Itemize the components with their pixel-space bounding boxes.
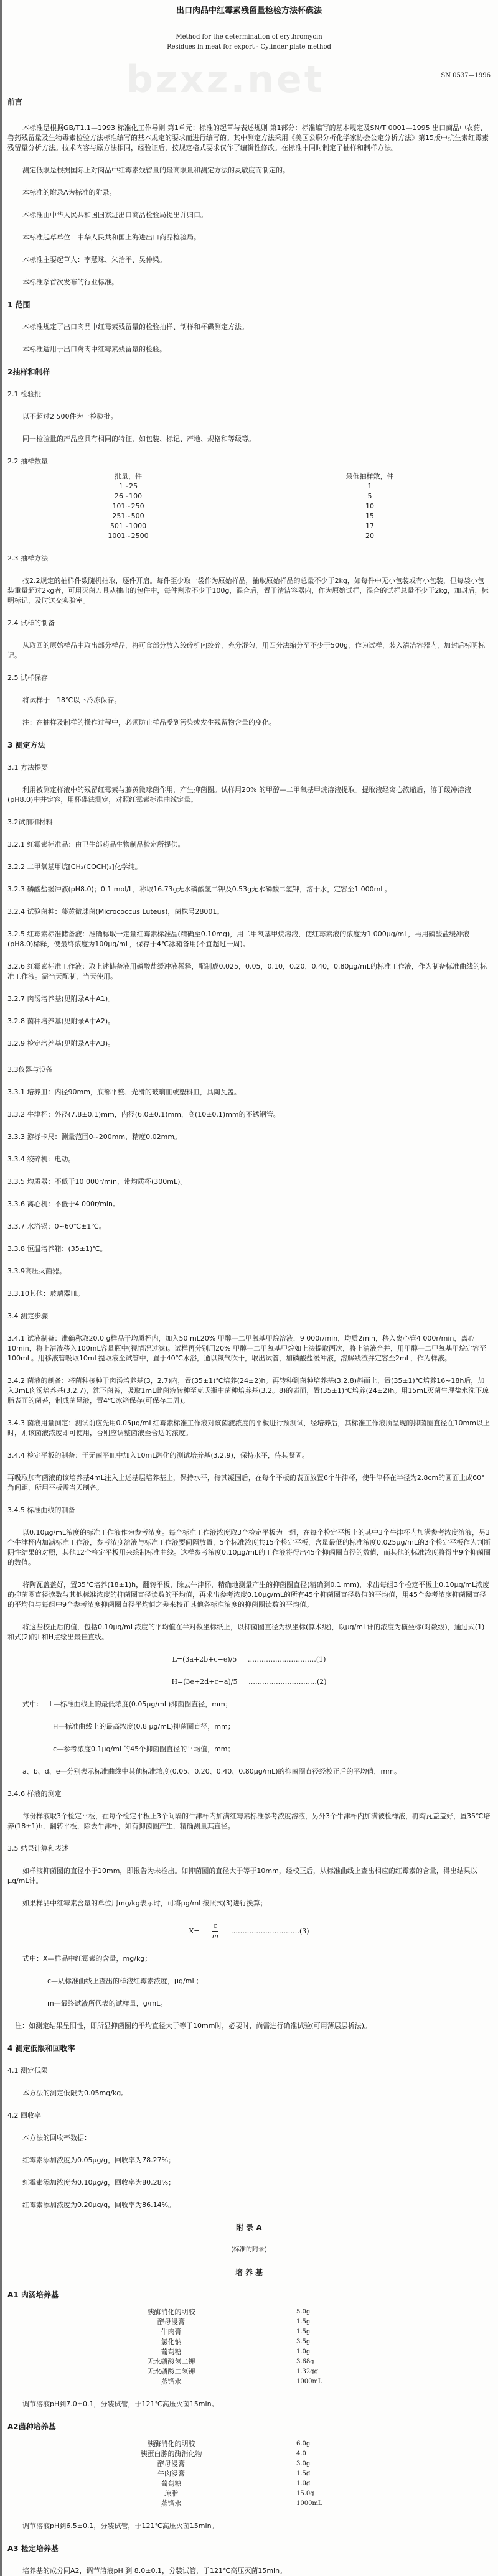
table-cell: 20 xyxy=(365,532,374,540)
table-row xyxy=(7,491,491,501)
english-title-line-1: Method for the determination of erythromycin xyxy=(176,34,322,40)
equipment-item: 3.3.10其他：玻璃器皿。 xyxy=(7,1290,84,1298)
formula-2-expression: H=(3e+2d+c−a)/5 xyxy=(171,1678,238,1686)
reagent-item: 3.2.5 红霉素标准储备液：准确称取一定量红霉素标准品(精确至0.10mg)，用二甲氧基甲烷溶液，使红霉素液的浓度为1 000μg/mL，再用磷酸盐缓冲液(pH8.0)稀释，使最终浓度为100μg/mL，保存于4℃冰箱备用(不宜超过一周)。 xyxy=(7,930,470,948)
table-row xyxy=(7,481,491,491)
amount: 3.0g xyxy=(296,2460,311,2467)
english-title xyxy=(7,32,491,52)
formula-legend xyxy=(7,1700,491,1709)
paragraph: 每份样液取3个检定平板，在每个检定平板上3个间隔的牛津杯内加满红霉素标准参考浓度溶液，另外3个牛津杯内加满被检样液，将陶瓦盖盖好，置35℃培养(18±1)h，翻转平板，除去牛津杯，如有抑菌圈产生，精确测量其直径。 xyxy=(7,1812,491,1830)
ingredient: 无水磷酸二氢钾 xyxy=(147,2368,195,2376)
equipment-item: 3.3.7 水浴锅：0~60℃±1℃。 xyxy=(7,1222,106,1230)
a1-recipe-table xyxy=(7,2307,491,2387)
paragraph: 如果样品中红霉素含量的单位用mg/kg表示时，可将μg/mL按照式(3)进行换算； xyxy=(22,1899,267,1907)
subsection-3-3-heading: 3.3仪器与设备 xyxy=(7,1066,53,1074)
foreword-heading: 前言 xyxy=(7,98,23,106)
formula-1-number: …………………………(1) xyxy=(247,1655,326,1663)
legend-m: m—最终试液所代表的试样量，g/mL。 xyxy=(47,1999,167,2007)
section-1-paragraph: 本标准规定了出口肉品中红霉素残留量的检验抽样、制样和杯碟测定方法。 xyxy=(22,323,248,331)
equipment-item: 3.3.3 游标卡尺：测量范围0~200mm，精度0.02mm。 xyxy=(7,1133,182,1141)
paragraph: 利用被测定样液中的残留红霉素与藤黄微球菌作用，产生抑菌圈。试样用20% 的甲醇—二甲氧基甲烷溶液提取。提取液经离心浓缩后，溶于缓冲溶液(pH8.0)中并定容，用杯碟法测定，对照红霉素标准曲线定量。 xyxy=(7,786,471,804)
appendix-a1-heading: A1 肉汤培养基 xyxy=(7,2290,59,2299)
table-row xyxy=(7,2499,491,2509)
table-row xyxy=(7,2357,491,2367)
paragraph: 从取回的原始样品中取出部分样品，将可食部分放入绞碎机内绞碎，充分混匀，用四分法缩分至不少于500g，作为试样，装入清洁容器内，加封后标明标记。 xyxy=(7,641,485,659)
ingredient: 蒸馏水 xyxy=(161,2499,182,2508)
foreword-paragraph: 本标准起草单位：中华人民共和国上海进出口商品检验局。 xyxy=(22,233,200,241)
paragraph: 将试样于－18℃以下冷冻保存。 xyxy=(22,696,121,704)
amount: 1.0g xyxy=(296,2480,311,2487)
a2-note: 调节溶液pH到6.5±0.1，分装试管，于121℃高压灭菌15min。 xyxy=(22,2522,218,2530)
ingredient: 酵母浸膏 xyxy=(157,2460,185,2468)
subsection-2-2-heading: 2.2 抽样数量 xyxy=(7,457,48,465)
a3-note: 培养基的成分同A2，调节溶液pH 到 8.0±0.1，分装试管，于121℃高压灭菌15min。 xyxy=(22,2567,287,2575)
paragraph: 按2.2规定的抽样件数随机抽取，逐件开启。每件至少取一袋作为原始样品，抽取原始样品的总量不少于2kg，如每件中无小包装或有小包装，但每袋小包装重量超过2kg者，可用灭菌刀具从抽出的包件中，每件割取不少于100g，混合后，置于清洁容器内，作为原始试样，混合的试样总量不少于2kg，加封后，标明标记，及时送交实验室。 xyxy=(7,577,489,605)
table-row xyxy=(7,521,491,531)
paragraph: 同一检验批的产品应具有相同的特征，如包装、标记、产地、规格和等级等。 xyxy=(22,435,255,443)
table-row xyxy=(7,2439,491,2449)
legend-c: c—参考浓度0.1μg/mL的45个抑菌圈直径的平均值，mm； xyxy=(53,1745,235,1753)
a2-recipe-table xyxy=(7,2439,491,2509)
ingredient: 琼脂 xyxy=(164,2490,178,2498)
document-title: 出口肉品中红霉素残留量检验方法杯碟法 xyxy=(176,6,322,16)
table-row xyxy=(7,2347,491,2357)
table-cell: 1~25 xyxy=(118,482,138,490)
ingredient: 胰蛋白胨的酶消化物 xyxy=(140,2450,202,2458)
amount: 15.0g xyxy=(296,2490,314,2497)
table-cell: 17 xyxy=(365,522,374,530)
formula-3 xyxy=(7,1921,491,1941)
table-row xyxy=(7,2367,491,2377)
ingredient: 葡萄糖 xyxy=(161,2480,182,2488)
equipment-item: 3.3.8 恒温培养箱：(35±1)℃。 xyxy=(7,1245,107,1253)
appendix-a2-heading: A2菌种培养基 xyxy=(7,2422,56,2431)
paragraph: 以0.10μg/mL浓度的标准工作液作为参考浓度。每个标准工作液浓度取3个检定平板为一组，在每个检定平板上的其中3个牛津杯内加满参考浓度溶液，另3个牛津杯内加满标准工作液，参考浓度溶液与标准工作液要间隔放置，5个标准浓度共15个检定平板，含量最低的标准浓度0.025μg/mL的3个检定平板作为判断阴性结果的对照，其他12个检定平板用来绘制标准曲线。这样参考浓度0.10μg/mL的工作液将得出45个抑菌圈直径的数值，而其他的标准浓度将得出9个抑菌圈的数值。 xyxy=(7,1528,491,1566)
english-title-line-2: Residues in meat for export - Cylinder plate method xyxy=(167,44,331,50)
subsection-3-4-heading: 3.4 测定步骤 xyxy=(7,1312,48,1320)
formula-3-number: …………………………(3) xyxy=(230,1927,309,1935)
section-3-heading: 3 测定方法 xyxy=(7,741,45,750)
table-row xyxy=(7,2469,491,2479)
reagent-item: 3.2.7 肉汤培养基(见附录A中A1)。 xyxy=(7,995,115,1003)
recovery-item: 红霉素添加浓度为0.10μg/g，回收率为80.28%； xyxy=(22,2178,176,2187)
amount: 5.0g xyxy=(296,2309,311,2315)
table-row xyxy=(7,2377,491,2387)
appendix-title: 附 录 A xyxy=(236,2223,262,2232)
table-row xyxy=(7,501,491,511)
subsection-2-1-heading: 2.1 检验批 xyxy=(7,390,41,398)
ingredient: 胰酶消化的明胶 xyxy=(147,2308,195,2316)
table-cell: 10 xyxy=(365,502,374,510)
table-row xyxy=(7,2337,491,2347)
paragraph: 3.4.1 试液制备：准确称取20.0 g样品于均质杯内，加入50 mL20% 甲醇—二甲氧基甲烷溶液，9 000r/min，均质2min，移入离心管4 000r/min，离心10min，将上清液移入100mL容量瓶中(视情况过滤)。试样再分别用20% 甲醇—二甲氧基甲烷如上法提取两次，将上清液合并，用甲醇—二甲氧基甲烷定容至100mL。用移液管吸取10mL提取液至试管中，置于40℃水浴，通以氮气吹干，取出试管，加磷酸盐缓冲液，溶解残渣并定容至2mL，作为样液。 xyxy=(7,1334,487,1362)
standard-number: SN 0537—1996 xyxy=(441,72,491,79)
equipment-item: 3.3.1 培养皿：内径90mm，底部平整、光滑的玻璃皿或塑料皿，具陶瓦盖。 xyxy=(7,1088,241,1096)
paragraph: 3.4.2 菌液的制备：将菌种接种于肉汤培养基(3，2.7)内，置(35±1)℃培养(24±2)h。再转种到菌种培养基(3.2.8)斜面上，置(35±1)℃培养16~18h后，加入3mL肉汤培养基(3.2.7)，洗下菌苔，吸取1mL此菌液转种至克氏瓶中菌种培养基(3.2。8)的表面，置(35±1)℃培养(24±2)h。用15mL灭菌生理盐水洗下琼脂表面的菌苔，制成菌悬液，置4℃冰箱保存(可保存二周)。 xyxy=(7,1377,489,1405)
equipment-item: 3.3.6 离心机：不低于4 000r/min。 xyxy=(7,1200,120,1208)
table-cell: 15 xyxy=(365,512,374,520)
ingredient: 氯化钠 xyxy=(161,2338,182,2346)
section-4-heading: 4 测定低限和回收率 xyxy=(7,2044,75,2053)
table-cell: 1 xyxy=(367,482,372,490)
table-header-row xyxy=(7,472,491,481)
formula-2 xyxy=(7,1677,491,1687)
amount: 1.5g xyxy=(296,2328,311,2335)
ingredient: 无水磷酸氢二钾 xyxy=(147,2358,195,2366)
foreword-paragraph: 本标准主要起草人：李慧珠、朱治平、吴仲梁。 xyxy=(22,256,166,264)
legend-c: c—从标准曲线上查出的样液红霉素浓度，μg/mL； xyxy=(47,1977,203,1985)
amount: 3.68g xyxy=(296,2358,314,2365)
legend-L: L—标准曲线上的最低浓度(0.05μg/mL)抑菌圈直径，mm； xyxy=(49,1700,232,1708)
subsection-2-5-heading: 2.5 试样保存 xyxy=(7,674,48,682)
legend-H: H—标准曲线上的最高浓度(0.8 μg/mL)抑菌圈直径，mm； xyxy=(53,1723,235,1731)
subsection-2-4-heading: 2.4 试样的制备 xyxy=(7,619,55,627)
equipment-item: 3.3.5 均质器：不低于10 000r/min，带均质杯(300mL)。 xyxy=(7,1178,187,1186)
legend-abde: a、b、d、e—分别表示标准曲线中其他标准浓度(0.05、0.20、0.40、0.80μg/mL)的抑菌圈直径经校正后的平均值，mm。 xyxy=(22,1767,401,1775)
table-row xyxy=(7,511,491,521)
subsection-3-2-heading: 3.2试剂和材料 xyxy=(7,818,53,826)
formula-3-fraction xyxy=(212,1921,218,1941)
foreword-paragraph: 本标准的附录A为标准的附录。 xyxy=(22,188,116,197)
paragraph: 将陶瓦盖盖好，置35℃培养(18±1)h，翻转平板，除去牛津杯，精确地测量产生的抑菌圈直径(精确到0.1 mm)，求出每组3个检定平板上0.10μg/mL浓度的抑菌圈直径读数与其他标准浓度的抑菌圈直径读数的平均值，再求出参考浓度0.10μg/mL的所有45个抑菌圈直径数值的平均值，用45个参考浓度抑菌圈直径的平均值与每组中9个参考浓度抑菌圈直径平均值之差来校正其他各标准浓度的抑菌圈读数的平均值。 xyxy=(7,1581,490,1609)
formula-3-numerator: c xyxy=(212,1921,218,1932)
subsection-3-4-6-heading: 3.4.6 样液的测定 xyxy=(7,1790,62,1798)
table-cell: 501~1000 xyxy=(110,522,147,530)
formula-3-lhs: X= xyxy=(189,1927,200,1935)
formula-1-expression: L=(3a+2b+c−e)/5 xyxy=(172,1655,237,1663)
amount: 1000mL xyxy=(296,2378,322,2385)
table-row xyxy=(7,531,491,541)
table-row xyxy=(7,2317,491,2327)
subsection-3-1-heading: 3.1 方法提要 xyxy=(7,763,48,771)
table-row xyxy=(7,2307,491,2317)
foreword-paragraph: 本标准由中华人民共和国国家进出口商品检验局提出并归口。 xyxy=(22,211,207,219)
foreword-paragraph: 本标准系首次发布的行业标准。 xyxy=(22,278,118,286)
section-1-heading: 1 范围 xyxy=(7,300,31,309)
amount: 1.5g xyxy=(296,2470,311,2477)
subsection-2-3-heading: 2.3 抽样方法 xyxy=(7,554,48,562)
table-cell: 101~250 xyxy=(112,502,144,510)
amount: 1.5g xyxy=(296,2318,311,2325)
amount: 1.0g xyxy=(296,2348,311,2355)
paragraph: 本方法的测定低限为0.05mg/kg。 xyxy=(22,2089,128,2097)
ingredient: 牛肉浸膏 xyxy=(157,2470,185,2478)
equipment-item: 3.3.4 绞碎机：电动。 xyxy=(7,1155,75,1163)
reagent-item: 3.2.6 红霉素标准工作液：取上述储备液用磷酸盐缓冲液稀释，配制成0.025，0.05，0.10，0.20，0.40，0.80μg/mL的标准工作液，作为制备标准曲线的标准工作液。需当天配制，当天使用。 xyxy=(7,962,487,980)
amount: 6.0g xyxy=(296,2440,311,2447)
table-header: 最低抽样数，件 xyxy=(345,472,394,480)
subsection-3-4-5-heading: 3.4.5 标准曲线的制备 xyxy=(7,1506,75,1514)
ingredient: 酵母浸膏 xyxy=(157,2318,185,2326)
table-row xyxy=(7,2479,491,2489)
watermark: bzxz.net xyxy=(126,58,325,101)
paragraph: 再吸取加有菌液的该培养基4mL注入上述基层培养基上，保持水平，待其凝固后，在每个平板的表面放置6个牛津杯，使牛津杯在半径为2.8cm的圆面上成60°角间距，所用平板需当天制备。 xyxy=(7,1474,485,1492)
amount: 1.32gg xyxy=(296,2368,319,2375)
amount: 4.0 xyxy=(296,2450,306,2457)
reagent-item: 3.2.8 菌种培养基(见附录A中A2)。 xyxy=(7,1017,115,1025)
appendix-name: 培 养 基 xyxy=(235,2268,263,2277)
recovery-item: 红霉素添加浓度为0.20μg/g，回收率为86.14%。 xyxy=(22,2201,176,2209)
ingredient: 蒸馏水 xyxy=(161,2378,182,2386)
paragraph: 3.4.4 检定平板的制备：于无菌平皿中加入10mL融化的测试培养基(3.2.9)，保持水平，待其凝固。 xyxy=(7,1451,309,1459)
amount: 1000mL xyxy=(296,2500,322,2507)
reagent-item: 3.2.1 红霉素标准品：由卫生部药品生物制品检定所提供。 xyxy=(7,840,185,849)
formula-1 xyxy=(7,1655,491,1665)
appendix-subtitle: (标准的附录) xyxy=(231,2246,267,2253)
where-label: 式中： xyxy=(22,1700,43,1708)
table-header: 批量，件 xyxy=(115,472,142,480)
amount: 3.5g xyxy=(296,2338,311,2345)
note: 注：如测定结果呈阳性，即所显抑菌圈的平均直径大于等于10mm时，必要时，尚需进行确准试验(可用薄层层析法)。 xyxy=(15,2022,372,2030)
formula-3-denominator: m xyxy=(212,1932,218,1940)
reagent-item: 3.2.4 试验菌种：藤黄微球菌(Micrococcus Luteus)，菌株号28001。 xyxy=(7,908,224,916)
table-cell: 5 xyxy=(367,492,372,500)
appendix-a3-heading: A3 检定培养基 xyxy=(7,2544,59,2553)
formula-2-number: …………………………(2) xyxy=(248,1678,327,1686)
paragraph: 将这些校正后的值，包括0.10μg/mL浓度的平均值在半对数坐标纸上，以抑菌圈直径为纵坐标(算术级)，以μg/mL计的浓度为横坐标(对数级)，通过式(1)和式(2)的L和H点绘出最佳直线。 xyxy=(7,1623,485,1641)
legend-X: 式中：X—样品中红霉素的含量，mg/kg； xyxy=(22,1955,152,1963)
subsection-3-5-heading: 3.5 结果计算和表述 xyxy=(7,1844,68,1853)
foreword-paragraph: 本标准是根据GB/T1.1—1993 标准化工作导则 第1单元：标准的起草与表述规则 第1部分：标准编写的基本规定及SN/T 0001—1995 出口商品中农药、兽药残留量及生物毒素检验方法标准编写的基本规定的要求而进行编写的。其中测定方法采用《美国公职分析化学家协会公定分析方法》第15版中抗生素红霉素残留量分析方法。技术内容与原方法相同，经验证后，按规定格式要求仅作了编辑性修改。在标准中同时制定了抽样和制样方法。 xyxy=(7,124,489,152)
note: 注：在抽样及制样的操作过程中，必须防止样品受到污染或发生残留物含量的变化。 xyxy=(22,718,276,727)
table-row xyxy=(7,2327,491,2337)
recovery-item: 红霉素添加浓度为0.05μg/g，回收率为78.27%； xyxy=(22,2156,176,2164)
table-row xyxy=(7,2489,491,2499)
table-cell: 1001~2500 xyxy=(108,532,149,540)
paragraph: 3.4.3 菌液用量测定：测试前应先用0.05μg/mL红霉素标准工作液对该菌液浓度的平板进行预测试，经培养后，其标准工作液所呈现的抑菌圈直径在10mm以上时，则该菌液浓度即可使用，否则应调整菌液至合适的浓度。 xyxy=(7,1419,490,1437)
ingredient: 牛肉膏 xyxy=(161,2328,182,2336)
table-row xyxy=(7,2449,491,2459)
equipment-item: 3.3.9高压灭菌器。 xyxy=(7,1267,66,1275)
paragraph: 以不超过2 500件为一检验批。 xyxy=(22,412,118,421)
foreword-paragraph: 测定低限是根据国际上对肉品中红霉素残留量的最高限量和测定方法的灵敏度而制定的。 xyxy=(22,166,289,174)
subsection-4-1-heading: 4.1 测定低限 xyxy=(7,2067,48,2075)
subsection-4-2-heading: 4.2 回收率 xyxy=(7,2111,41,2119)
sampling-quantity-table xyxy=(7,472,491,541)
reagent-item: 3.2.3 磷酸盐缓冲液(pH8.0)；0.1 mol/L，称取16.73g无水磷酸氢二钾及0.53g无水磷酸二氢钾，溶于水，定容至1 000mL。 xyxy=(7,885,392,893)
reagent-item: 3.2.9 检定培养基(见附录A中A3)。 xyxy=(7,1039,115,1048)
ingredient: 葡萄糖 xyxy=(161,2348,182,2356)
ingredient: 胰酶消化的明胶 xyxy=(147,2440,195,2448)
equipment-item: 3.3.2 牛津杯：外径(7.8±0.1)mm，内径(6.0±0.1)mm，高(10±0.1)mm的不锈钢管。 xyxy=(7,1110,280,1118)
table-row xyxy=(7,2459,491,2469)
paragraph: 本方法的回收率数据： xyxy=(22,2134,91,2142)
section-1-paragraph: 本标准适用于出口禽肉中红霉素残留量的检验。 xyxy=(22,345,166,353)
paragraph: 如样液抑菌圈的直径小于10mm，即报告为未检出。如抑菌圈的直径大于等于10mm，经校正后，从标准曲线上查出相应的红霉素的含量，得出结果以μg/mL计。 xyxy=(7,1867,477,1885)
table-cell: 251~500 xyxy=(112,512,144,520)
table-cell: 26~100 xyxy=(114,492,143,500)
reagent-item: 3.2.2 二甲氧基甲烷[CH₂(COCH)₂]化学纯。 xyxy=(7,863,142,871)
a1-note: 调节溶液pH到7.0±0.1，分装试管，于121℃高压灭菌15min。 xyxy=(22,2400,218,2408)
section-2-heading: 2抽样和制样 xyxy=(7,368,50,376)
